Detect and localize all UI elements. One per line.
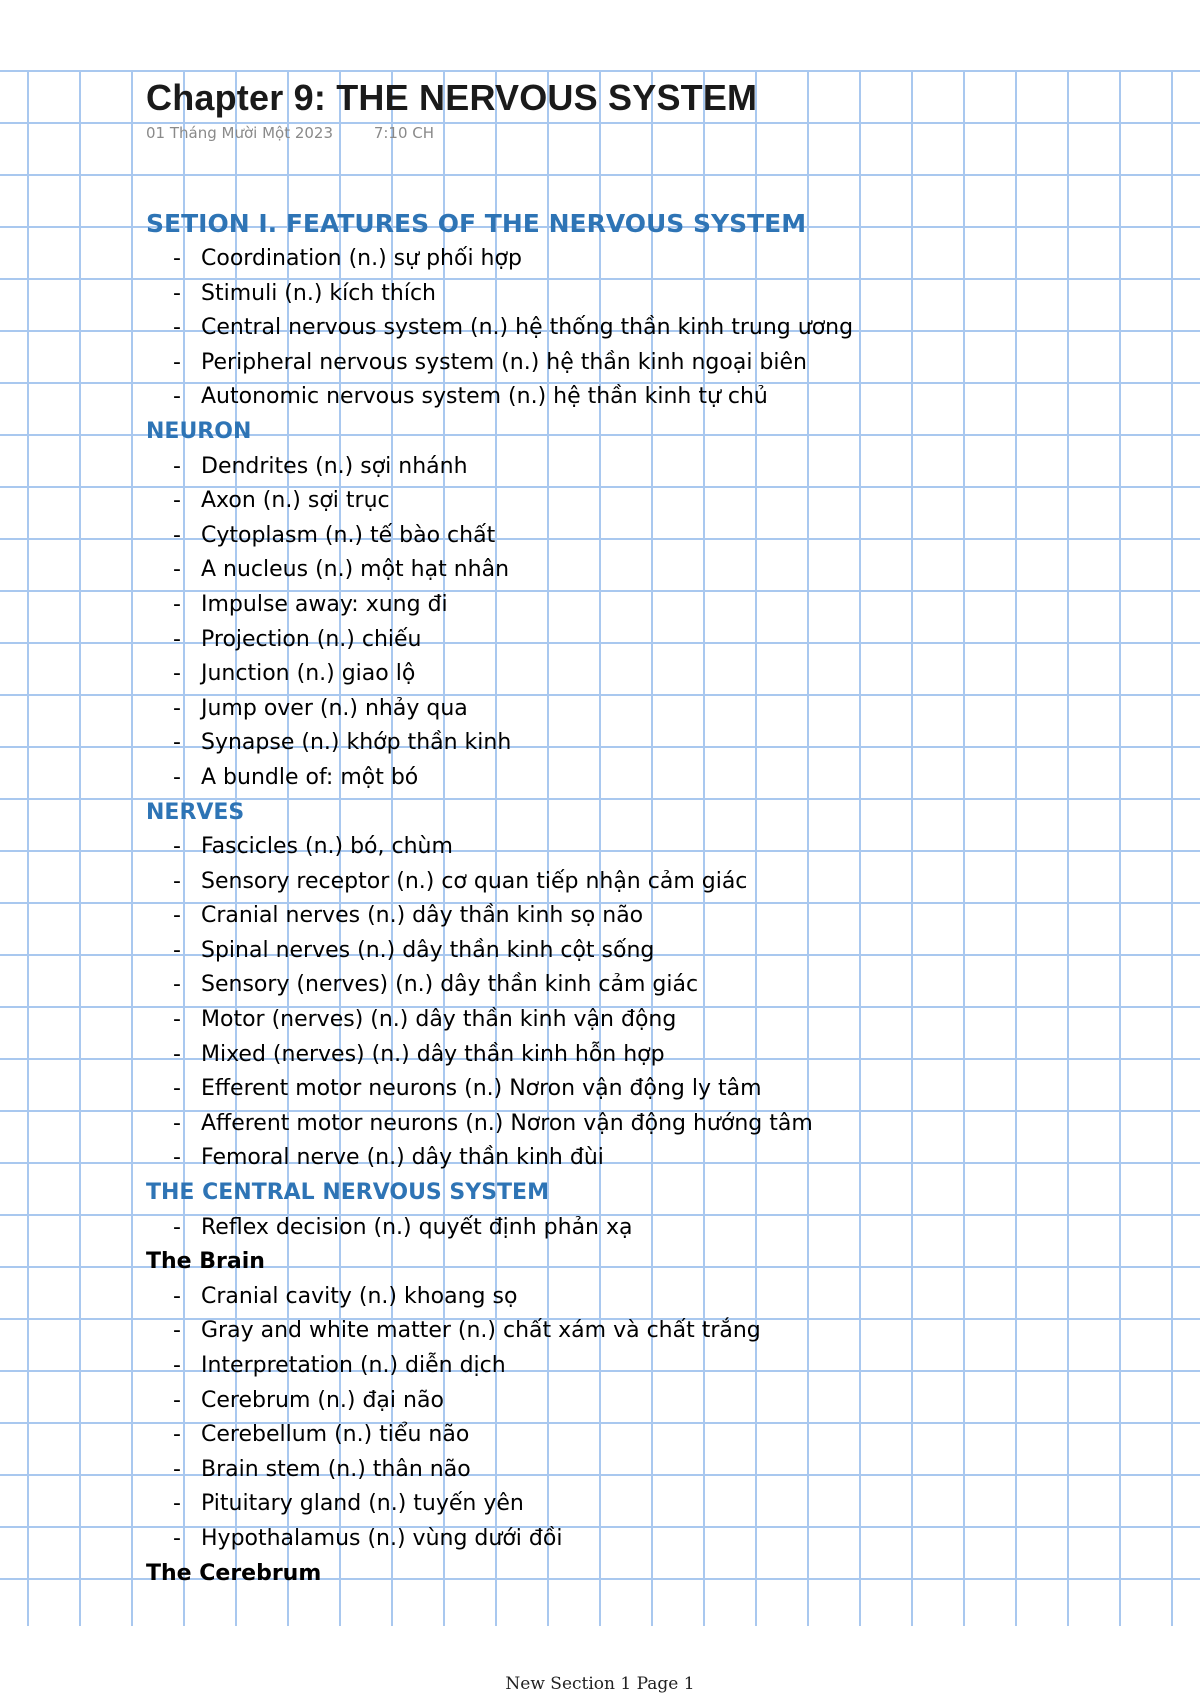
- term-text: Junction (n.) giao lộ: [201, 661, 416, 687]
- list-item: [146, 346, 1146, 381]
- list-item: [146, 1107, 1146, 1142]
- list-item: [146, 588, 1146, 623]
- bullet-dash: -: [173, 1456, 181, 1482]
- list-item: [146, 519, 1146, 554]
- list-item: [146, 899, 1146, 934]
- bullet-dash: -: [173, 557, 181, 583]
- term-text: Sensory receptor (n.) cơ quan tiếp nhận cảm giác: [201, 868, 748, 894]
- bullet-dash: -: [173, 591, 181, 617]
- list-item: [146, 1003, 1146, 1038]
- list-item: [146, 623, 1146, 658]
- section-heading-neuron: NEURON: [146, 418, 252, 444]
- list-item: [146, 1280, 1146, 1315]
- spacer: [146, 146, 1146, 206]
- bullet-dash: -: [173, 834, 181, 860]
- bullet-dash: -: [173, 315, 181, 341]
- bullet-dash: -: [173, 1387, 181, 1413]
- term-text: Pituitary gland (n.) tuyến yên: [201, 1491, 524, 1517]
- term-text: Synapse (n.) khớp thần kinh: [201, 730, 512, 756]
- term-list-brain: [146, 1280, 1146, 1557]
- list-item: [146, 1349, 1146, 1384]
- term-text: Cytoplasm (n.) tế bào chất: [201, 522, 496, 548]
- bullet-dash: -: [173, 1041, 181, 1067]
- list-item: [146, 1314, 1146, 1349]
- term-list-cns: [146, 1211, 1146, 1246]
- term-text: Cranial nerves (n.) dây thần kinh sọ não: [201, 903, 644, 929]
- section-heading-brain: The Brain: [146, 1249, 265, 1275]
- bullet-dash: -: [173, 868, 181, 894]
- list-item: [146, 1211, 1146, 1246]
- term-text: Hypothalamus (n.) vùng dưới đồi: [201, 1525, 563, 1551]
- list-item: [146, 242, 1146, 277]
- section-heading-cerebrum: The Cerebrum: [146, 1560, 322, 1586]
- list-item: [146, 277, 1146, 312]
- term-text: Peripheral nervous system (n.) hệ thần kinh ngoại biên: [201, 349, 807, 375]
- term-text: Stimuli (n.) kích thích: [201, 280, 436, 306]
- list-item: [146, 692, 1146, 727]
- page-title[interactable]: Chapter 9: THE NERVOUS SYSTEM: [146, 77, 758, 118]
- note-time: 7:10 CH: [373, 124, 435, 142]
- bullet-dash: -: [173, 1076, 181, 1102]
- term-text: Afferent motor neurons (n.) Nơron vận động hướng tâm: [201, 1110, 813, 1136]
- term-text: Cerebrum (n.) đại não: [201, 1387, 444, 1413]
- term-text: Axon (n.) sợi trục: [201, 488, 390, 514]
- term-text: Coordination (n.) sự phối hợp: [201, 246, 522, 271]
- list-item: [146, 484, 1146, 519]
- list-item: [146, 553, 1146, 588]
- bullet-dash: -: [173, 522, 181, 548]
- list-item: [146, 934, 1146, 969]
- list-item: [146, 761, 1146, 796]
- list-item: [146, 1453, 1146, 1488]
- bullet-dash: -: [173, 626, 181, 652]
- list-item: [146, 968, 1146, 1003]
- bullet-dash: -: [173, 730, 181, 756]
- list-item: [146, 1141, 1146, 1176]
- list-item: [146, 726, 1146, 761]
- term-text: Spinal nerves (n.) dây thần kinh cột sống: [201, 937, 655, 963]
- term-list-neuron: [146, 450, 1146, 796]
- term-text: Jump over (n.) nhảy qua: [201, 695, 468, 721]
- term-text: Cerebellum (n.) tiểu não: [201, 1422, 470, 1448]
- list-item: [146, 1418, 1146, 1453]
- list-item: [146, 1384, 1146, 1419]
- term-text: Autonomic nervous system (n.) hệ thần kinh tự chủ: [201, 384, 768, 410]
- term-text: Reflex decision (n.) quyết định phản xạ: [201, 1214, 633, 1240]
- term-text: A nucleus (n.) một hạt nhân: [201, 557, 510, 583]
- bullet-dash: -: [173, 349, 181, 375]
- list-item: [146, 830, 1146, 865]
- bullet-dash: -: [173, 764, 181, 790]
- bullet-dash: -: [173, 1491, 181, 1517]
- section-heading-nerves: NERVES: [146, 799, 245, 825]
- bullet-dash: -: [173, 488, 181, 514]
- list-item: [146, 865, 1146, 900]
- note-content: [146, 72, 1146, 1591]
- list-item: [146, 311, 1146, 346]
- term-text: Efferent motor neurons (n.) Nơron vận động ly tâm: [201, 1076, 762, 1102]
- bullet-dash: -: [173, 453, 181, 479]
- term-text: Femoral nerve (n.) dây thần kinh đùi: [201, 1145, 604, 1171]
- section-heading-features: SETION I. FEATURES OF THE NERVOUS SYSTEM: [146, 209, 807, 238]
- term-text: A bundle of: một bó: [201, 764, 419, 790]
- term-text: Fascicles (n.) bó, chùm: [201, 834, 453, 860]
- term-list-features: [146, 242, 1146, 415]
- bullet-dash: -: [173, 1283, 181, 1309]
- term-text: Mixed (nerves) (n.) dây thần kinh hỗn hợp: [201, 1041, 665, 1067]
- bullet-dash: -: [173, 661, 181, 687]
- bullet-dash: -: [173, 1422, 181, 1448]
- term-text: Cranial cavity (n.) khoang sọ: [201, 1283, 518, 1309]
- term-list-nerves: [146, 830, 1146, 1176]
- bullet-dash: -: [173, 1525, 181, 1551]
- bullet-dash: -: [173, 1145, 181, 1171]
- bullet-dash: -: [173, 1214, 181, 1240]
- bullet-dash: -: [173, 1007, 181, 1033]
- term-text: Motor (nerves) (n.) dây thần kinh vận động: [201, 1007, 677, 1033]
- term-text: Central nervous system (n.) hệ thống thần kinh trung ương: [201, 315, 854, 341]
- bullet-dash: -: [173, 384, 181, 410]
- list-item: [146, 450, 1146, 485]
- bullet-dash: -: [173, 972, 181, 998]
- term-text: Brain stem (n.) thân não: [201, 1456, 471, 1482]
- bullet-dash: -: [173, 246, 181, 271]
- term-text: Dendrites (n.) sợi nhánh: [201, 453, 468, 479]
- bullet-dash: -: [173, 903, 181, 929]
- term-text: Projection (n.) chiếu: [201, 626, 422, 652]
- bullet-dash: -: [173, 1110, 181, 1136]
- list-item: [146, 1038, 1146, 1073]
- section-heading-cns: THE CENTRAL NERVOUS SYSTEM: [146, 1180, 549, 1206]
- term-text: Gray and white matter (n.) chất xám và chất trắng: [201, 1318, 761, 1344]
- list-item: [146, 657, 1146, 692]
- term-text: Sensory (nerves) (n.) dây thần kinh cảm giác: [201, 972, 699, 998]
- bullet-dash: -: [173, 937, 181, 963]
- list-item: [146, 1072, 1146, 1107]
- bullet-dash: -: [173, 695, 181, 721]
- bullet-dash: -: [173, 1318, 181, 1344]
- list-item: [146, 380, 1146, 415]
- term-text: Impulse away: xung đi: [201, 591, 448, 617]
- list-item: [146, 1487, 1146, 1522]
- term-text: Interpretation (n.) diễn dịch: [201, 1353, 506, 1378]
- page-footer: New Section 1 Page 1: [505, 1674, 695, 1694]
- list-item: [146, 1522, 1146, 1557]
- bullet-dash: -: [173, 1353, 181, 1378]
- note-date: 01 Tháng Mười Một 2023: [146, 124, 334, 142]
- bullet-dash: -: [173, 280, 181, 306]
